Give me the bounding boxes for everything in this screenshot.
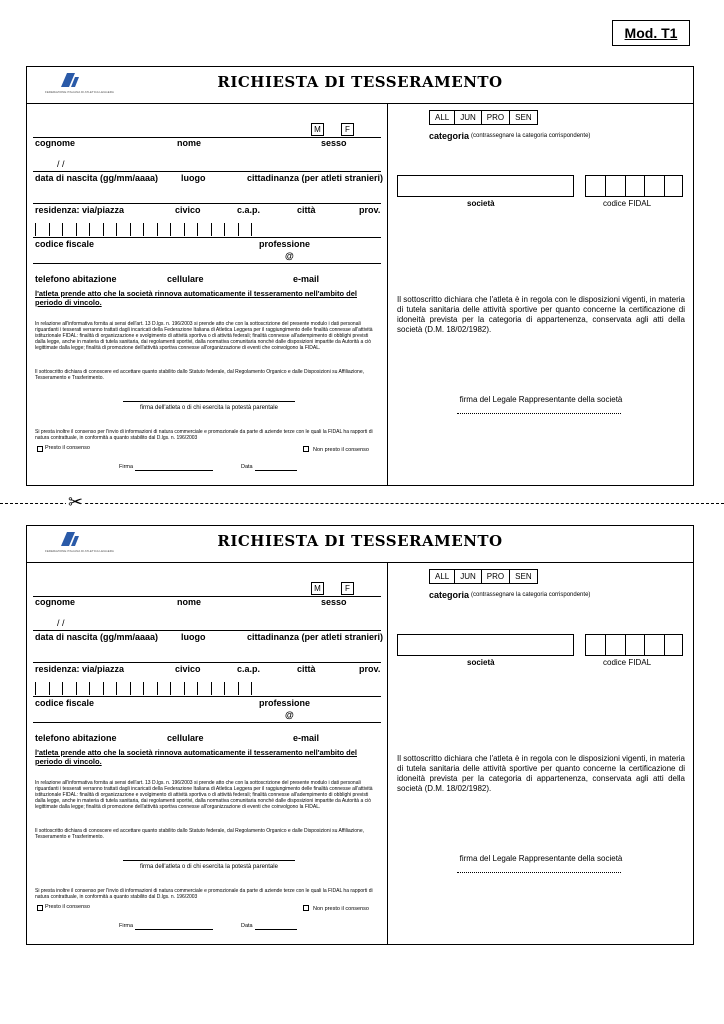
- date-slashes: / /: [57, 618, 65, 628]
- categoria-options: [429, 569, 538, 584]
- date-slashes: / /: [57, 159, 65, 169]
- logo-text: FEDERAZIONE ITALIANA DI ATLETICA LEGGERA: [45, 90, 114, 94]
- data-nascita-label: data di nascita (gg/mm/aaaa): [35, 173, 159, 183]
- sesso-label: sesso: [321, 138, 347, 148]
- societa-label: società: [467, 658, 495, 667]
- column-divider: [387, 103, 388, 485]
- codice-fiscale-label: codice fiscale: [35, 239, 95, 249]
- rule: [33, 662, 381, 663]
- consenso-text: Si presta inoltre il consenso per l'invio di informazioni di natura commerciale e promozionale da parte di aziende terze con le quali la FIDAL ha rapporti di natura contrattuale, in conformità a quanto stabilito dal D.lgs. n. 196/2003: [35, 888, 373, 900]
- logo-text: FEDERAZIONE ITALIANA DI ATLETICA LEGGERA: [45, 549, 114, 553]
- non-presto-label: Non presto il consenso: [313, 906, 369, 912]
- dichiarazione-text: Il sottoscritto dichiara che l'atleta è in regola con le disposizioni vigenti, in materia di tutela sanitaria delle attività sportive per quanto concerne la certificazione di idoneità prevista per la categoria di appartenenza, conservata agli atti della società (D.M. 18/02/1982).: [397, 295, 685, 334]
- citta-label: città: [297, 664, 316, 674]
- presto-checkbox[interactable]: [37, 446, 43, 452]
- rule: [33, 722, 381, 723]
- form-copy-1: [26, 66, 694, 486]
- form-title: RICHIESTA DI TESSERAMENTO: [217, 532, 503, 550]
- residenza-label: residenza: via/piazza: [35, 664, 125, 674]
- sesso-label: sesso: [321, 597, 347, 607]
- cittadinanza-label: cittadinanza (per atleti stranieri): [247, 173, 384, 183]
- cat-pro[interactable]: PRO: [482, 570, 510, 583]
- cat-pro[interactable]: PRO: [482, 111, 510, 124]
- professione-label: professione: [259, 239, 311, 249]
- societa-label: società: [467, 199, 495, 208]
- data-line[interactable]: [255, 470, 297, 471]
- cellulare-label: cellulare: [167, 733, 204, 743]
- cat-all[interactable]: ALL: [430, 111, 455, 124]
- categoria-note: (contrassegnare la categoria corrispondente): [471, 592, 591, 598]
- rule: [33, 630, 381, 631]
- telefono-label: telefono abitazione: [35, 733, 117, 743]
- at-sign: @: [285, 710, 294, 720]
- firma-label: Firma: [119, 923, 134, 929]
- data-label: Data: [241, 923, 253, 929]
- cat-sen[interactable]: SEN: [515, 572, 532, 581]
- cat-jun[interactable]: JUN: [455, 111, 482, 124]
- categoria-options: [429, 110, 538, 125]
- form-header: [27, 526, 693, 563]
- dichiarazione-text: Il sottoscritto dichiara che l'atleta è in regola con le disposizioni vigenti, in materia di tutela sanitaria delle attività sportive per quanto concerne la certificazione di idoneità prevista per la categoria di appartenenza, conservata agli atti della società (D.M. 18/02/1982).: [397, 754, 685, 793]
- non-presto-checkbox[interactable]: [303, 446, 309, 452]
- sex-m-checkbox[interactable]: M: [311, 123, 324, 136]
- firma-atleta-line[interactable]: [123, 860, 295, 861]
- telefono-label: telefono abitazione: [35, 274, 117, 284]
- categoria-note: (contrassegnare la categoria corrispondente): [471, 133, 591, 139]
- rule: [33, 237, 381, 238]
- cellulare-label: cellulare: [167, 274, 204, 284]
- rinnovo-text: l'atleta prende atto che la società rinnova automaticamente il tesseramento nell'ambito del periodo di vincolo.: [35, 748, 357, 766]
- statuto-text: Il sottoscritto dichiara di conoscere ed accettare quanto stabilito dallo Statuto federale, dal Regolamento Organico e dalle Disposizioni su Affiliazione, Tesseramento e Trasferimento.: [35, 828, 364, 840]
- cat-all[interactable]: ALL: [430, 570, 455, 583]
- prov-label: prov.: [359, 205, 381, 215]
- firma-atleta-label: firma dell'atleta o di chi esercita la potestà parentale: [140, 405, 278, 411]
- at-sign: @: [285, 251, 294, 261]
- societa-field[interactable]: [397, 175, 574, 197]
- categoria-label: categoria: [429, 590, 470, 600]
- civico-label: civico: [175, 205, 201, 215]
- luogo-label: luogo: [181, 173, 206, 183]
- civico-label: civico: [175, 664, 201, 674]
- prov-label: prov.: [359, 664, 381, 674]
- nome-label: nome: [177, 597, 202, 607]
- professione-label: professione: [259, 698, 311, 708]
- non-presto-checkbox[interactable]: [303, 905, 309, 911]
- firma-line[interactable]: [135, 929, 213, 930]
- non-presto-label: Non presto il consenso: [313, 447, 369, 453]
- presto-label: Presto il consenso: [45, 445, 90, 451]
- informativa-text: In relazione all'informativa fornita ai sensi dell'art. 13 D.lgs. n. 196/2003 si prende atto che con la sottoscrizione del presente modulo i dati personali riguardanti i tesserati verranno trattati dagli incaricati della Federazione Italiana di Atletica Leggera per il raggiungimento delle finalità connesse all'attività istituzionale FIDAL: finalità di organizzazione e svolgimento di attività sportiva o di attività federali; finalità connesse all'adempimento di obblighi previsti dalla legge, anche in materia di tutela sanitaria, dai regolamenti sportivi, dalla normativa comunitaria nonché dalle disposizioni impartite da Autorità a ciò legittimate dalla legge; finalità di promozione dell'attività sportiva connesse all'organizzazione di eventi che coinvolgono la FIDAL.: [35, 780, 373, 810]
- codice-fiscale-boxes[interactable]: [35, 223, 252, 237]
- codice-fidal-label: codice FIDAL: [603, 199, 652, 208]
- presto-label: Presto il consenso: [45, 904, 90, 910]
- firma-legale-label: firma del Legale Rappresentante della società: [459, 395, 623, 404]
- form-title: RICHIESTA DI TESSERAMENTO: [217, 73, 503, 91]
- luogo-label: luogo: [181, 632, 206, 642]
- sex-m-checkbox[interactable]: M: [311, 582, 324, 595]
- codice-fiscale-label: codice fiscale: [35, 698, 95, 708]
- firma-atleta-line[interactable]: [123, 401, 295, 402]
- firma-legale-label: firma del Legale Rappresentante della società: [459, 854, 623, 863]
- firma-label: Firma: [119, 464, 134, 470]
- firma-legale-line[interactable]: [457, 872, 621, 873]
- codice-fidal-label: codice FIDAL: [603, 658, 652, 667]
- firma-atleta-label: firma dell'atleta o di chi esercita la potestà parentale: [140, 864, 278, 870]
- citta-label: città: [297, 205, 316, 215]
- sex-f-checkbox[interactable]: F: [341, 123, 354, 136]
- form-copy-2: [26, 525, 694, 945]
- cat-sen[interactable]: SEN: [515, 113, 532, 122]
- cittadinanza-label: cittadinanza (per atleti stranieri): [247, 632, 384, 642]
- statuto-text: Il sottoscritto dichiara di conoscere ed accettare quanto stabilito dallo Statuto federale, dal Regolamento Organico e dalle Disposizioni su Affiliazione, Tesseramento e Trasferimento.: [35, 369, 364, 381]
- cut-line: [0, 503, 724, 504]
- categoria-label: categoria: [429, 131, 470, 141]
- cap-label: c.a.p.: [237, 664, 261, 674]
- rule: [33, 263, 381, 264]
- nome-label: nome: [177, 138, 202, 148]
- sex-f-checkbox[interactable]: F: [341, 582, 354, 595]
- codice-fiscale-boxes[interactable]: [35, 682, 252, 696]
- cognome-label: cognome: [35, 597, 76, 607]
- presto-checkbox[interactable]: [37, 905, 43, 911]
- data-label: Data: [241, 464, 253, 470]
- firma-line[interactable]: [135, 470, 213, 471]
- scissors-icon: ✂: [68, 492, 84, 512]
- column-divider: [387, 562, 388, 944]
- data-nascita-label: data di nascita (gg/mm/aaaa): [35, 632, 159, 642]
- firma-legale-line[interactable]: [457, 413, 621, 414]
- cap-label: c.a.p.: [237, 205, 261, 215]
- societa-field[interactable]: [397, 634, 574, 656]
- residenza-label: residenza: via/piazza: [35, 205, 125, 215]
- rule: [33, 203, 381, 204]
- informativa-text: In relazione all'informativa fornita ai sensi dell'art. 13 D.lgs. n. 196/2003 si prende atto che con la sottoscrizione del presente modulo i dati personali riguardanti i tesserati verranno trattati dagli incaricati della Federazione Italiana di Atletica Leggera per il raggiungimento delle finalità connesse all'attività istituzionale FIDAL: finalità di organizzazione e svolgimento di attività sportiva o di attività federali; finalità connesse all'adempimento di obblighi previsti dalla legge, anche in materia di tutela sanitaria, dai regolamenti sportivi, dalla normativa comunitaria nonché dalle disposizioni impartite da Autorità a ciò legittimate dalla legge; finalità di promozione dell'attività sportiva connesse all'organizzazione di eventi che coinvolgono la FIDAL.: [35, 321, 373, 351]
- email-label: e-mail: [293, 274, 320, 284]
- codice-fidal-field[interactable]: [585, 175, 683, 197]
- data-line[interactable]: [255, 929, 297, 930]
- rule: [33, 696, 381, 697]
- rinnovo-text: l'atleta prende atto che la società rinnova automaticamente il tesseramento nell'ambito del periodo di vincolo.: [35, 289, 357, 307]
- rule: [33, 171, 381, 172]
- cat-jun[interactable]: JUN: [455, 570, 482, 583]
- consenso-text: Si presta inoltre il consenso per l'invio di informazioni di natura commerciale e promozionale da parte di aziende terze con le quali la FIDAL ha rapporti di natura contrattuale, in conformità a quanto stabilito dal D.lgs. n. 196/2003: [35, 429, 373, 441]
- codice-fidal-field[interactable]: [585, 634, 683, 656]
- form-header: [27, 67, 693, 104]
- module-code: Mod. T1: [612, 20, 690, 46]
- email-label: e-mail: [293, 733, 320, 743]
- cognome-label: cognome: [35, 138, 76, 148]
